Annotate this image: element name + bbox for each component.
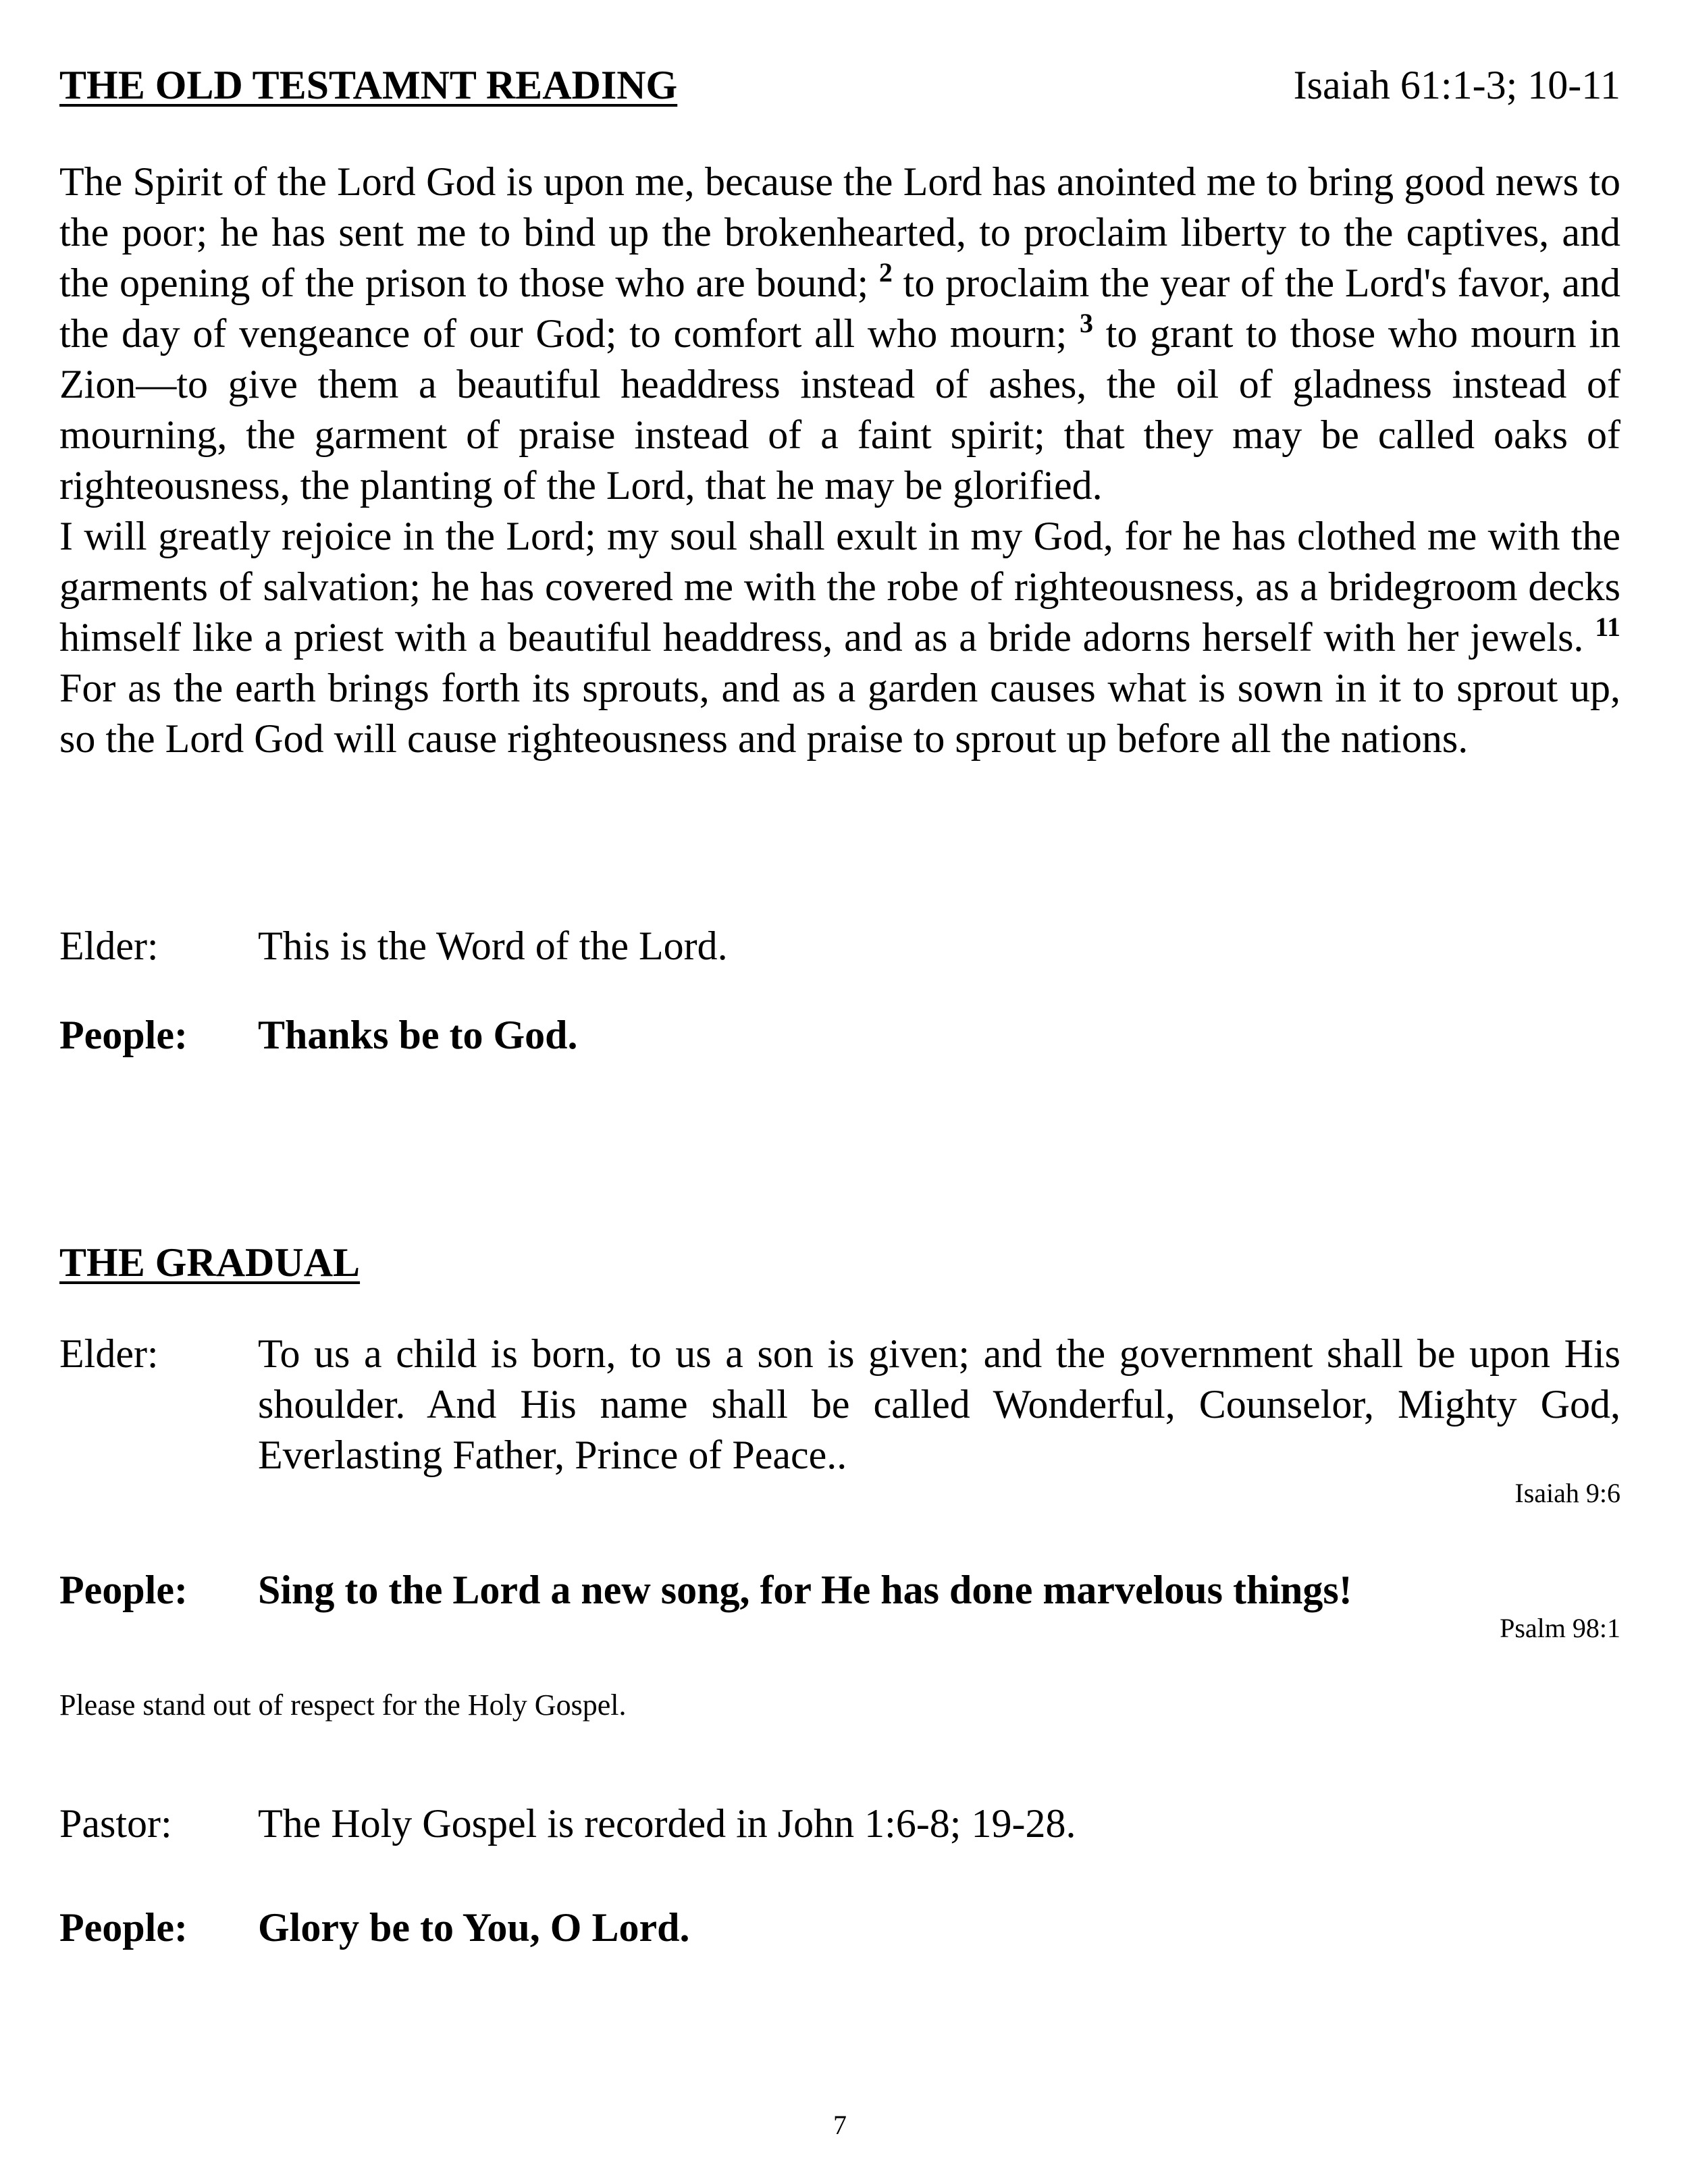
stand-instruction: Please stand out of respect for the Holy Gospel. bbox=[59, 1688, 627, 1722]
verse-number: 2 bbox=[878, 257, 893, 288]
gradual-heading-row bbox=[59, 1240, 1620, 1294]
old-testament-reading bbox=[59, 157, 1620, 764]
reading-text: to grant to those who mourn in Zion—to give them a beautiful headdress instead of ashes, the oil of gladness instead of mourning, the garment of praise instead of a faint spirit; that they may be called oaks of righteousness, the planting of the Lord, that he may be glorified. bbox=[59, 311, 1621, 508]
old-testament-heading-row bbox=[59, 62, 1620, 116]
speaker-label: Elder: bbox=[59, 924, 159, 968]
reading-text: to proclaim the year of the Lord's favor, and the day of vengeance of our God; to comfort all who mourn; bbox=[59, 261, 1620, 356]
speaker-label: People: bbox=[59, 1905, 188, 1950]
response-line: Thanks be to God. bbox=[258, 1013, 578, 1057]
speaker-label: People: bbox=[59, 1013, 188, 1057]
reading-text: The Spirit of the Lord God is upon me, because the Lord has anointed me to bring good news to the poor; he has sent me to bind up the brokenhearted, to proclaim liberty to the captives, and the opening of the prison to those who are bound; bbox=[59, 159, 1620, 305]
gradual-heading: THE GRADUAL bbox=[59, 1240, 361, 1285]
response-line: Sing to the Lord a new song, for He has done marvelous things! bbox=[258, 1568, 1352, 1612]
reading-paragraph-2 bbox=[59, 511, 1620, 764]
response-line: To us a child is born, to us a son is given; and the government shall be upon His shoulder. And His name shall be called Wonderful, Counselor, Mighty God, Everlasting Father, Prince of Peace.. bbox=[258, 1331, 1620, 1477]
reading-text: For as the earth brings forth its sprouts, and as a garden causes what is sown in it to sprout up, so the Lord God will cause righteousness and praise to sprout up before all the nations. bbox=[59, 666, 1620, 761]
speaker-label: Elder: bbox=[59, 1331, 159, 1376]
old-testament-heading: THE OLD TESTAMNT READING bbox=[59, 63, 678, 107]
page-number: 7 bbox=[833, 2110, 847, 2140]
gradual-people-citation: Psalm 98:1 bbox=[1500, 1613, 1620, 1643]
speaker-label: People: bbox=[59, 1568, 188, 1612]
response-line: The Holy Gospel is recorded in John 1:6-8; 19-28. bbox=[258, 1801, 1076, 1846]
reading-paragraph-1 bbox=[59, 157, 1620, 511]
verse-number: 3 bbox=[1079, 308, 1093, 338]
bulletin-page bbox=[59, 0, 1620, 2184]
response-line: This is the Word of the Lord. bbox=[258, 924, 728, 968]
old-testament-reference: Isaiah 61:1-3; 10-11 bbox=[1293, 63, 1620, 107]
reading-text: I will greatly rejoice in the Lord; my soul shall exult in my God, for he has clothed me with the garments of salvation; he has covered me with the robe of righteousness, as a bridegroom decks himself like a priest with a beautiful headdress, and as a bride adorns herself with her jewels. bbox=[59, 514, 1620, 660]
speaker-label: Pastor: bbox=[59, 1801, 172, 1846]
verse-number: 11 bbox=[1595, 612, 1620, 642]
response-line: Glory be to You, O Lord. bbox=[258, 1905, 690, 1950]
gradual-elder-citation: Isaiah 9:6 bbox=[1514, 1478, 1620, 1508]
